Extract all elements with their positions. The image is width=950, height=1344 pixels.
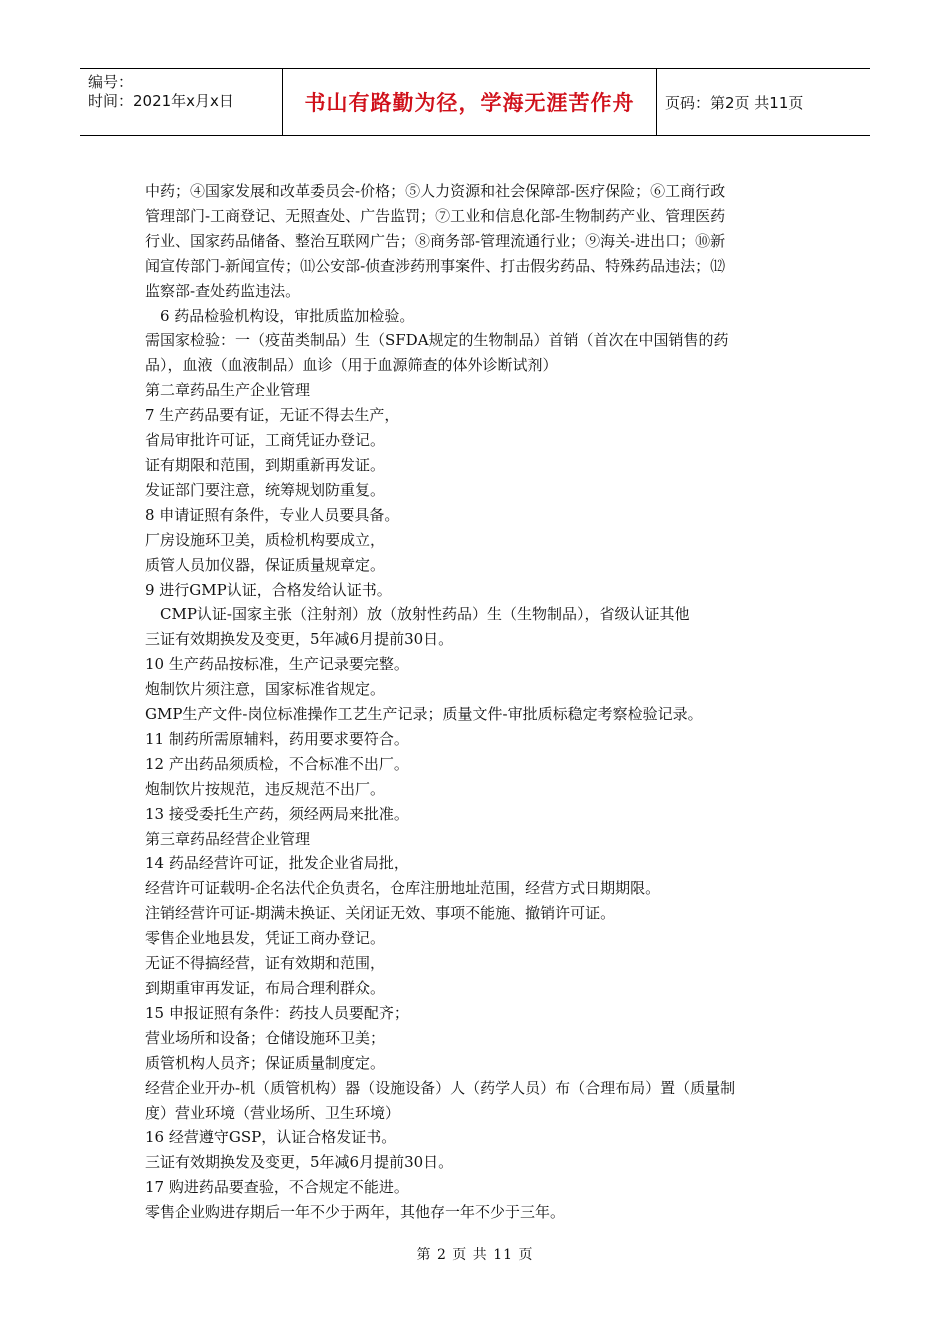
body-line: 无证不得搞经营，证有效期和范围， xyxy=(145,954,386,973)
body-line: 第三章药品经营企业管理 xyxy=(145,829,311,848)
body-line: 证有期限和范围，到期重新再发证。 xyxy=(145,455,386,474)
body-line: 9 进行GMP认证，合格发给认证书。 xyxy=(145,580,392,599)
header-page-info: 页码：第2页 共11页 xyxy=(665,93,804,112)
body-line: 17 购进药品要查验，不合规定不能进。 xyxy=(145,1178,409,1197)
body-line: 7 生产药品要有证，无证不得去生产， xyxy=(145,406,400,425)
body-line: 需国家检验：一（疫苗类制品）生（SFDA规定的生物制品）首销（首次在中国销售的药 xyxy=(145,331,729,350)
body-line: 8 申请证照有条件，专业人员要具备。 xyxy=(145,505,400,524)
body-line: 第二章药品生产企业管理 xyxy=(145,381,311,400)
body-line: 6 药品检验机构设，审批质监加检验。 xyxy=(160,306,415,325)
document-body xyxy=(145,179,825,1225)
body-line: 质管人员加仪器，保证质量规章定。 xyxy=(145,555,386,574)
body-line: 营业场所和设备；仓储设施环卫美； xyxy=(145,1028,386,1047)
body-line: 监察部-查处药监违法。 xyxy=(145,281,301,300)
body-line: 度）营业环境（营业场所、卫生环境） xyxy=(145,1103,401,1122)
body-line: 12 产出药品须质检，不合标准不出厂。 xyxy=(145,754,409,773)
body-line: 行业、国家药品储备、整治互联网广告；⑧商务部-管理流通行业；⑨海关-进出口；⑩新 xyxy=(145,231,726,250)
body-line: 管理部门-工商登记、无照查处、广告监罚；⑦工业和信息化部-生物制药产业、管理医药 xyxy=(145,206,726,225)
page-header xyxy=(80,68,870,136)
body-line: 炮制饮片按规范，违反规范不出厂。 xyxy=(145,779,386,798)
body-line: 15 申报证照有条件：药技人员要配齐； xyxy=(145,1003,409,1022)
body-line: 经营企业开办-机（质管机构）器（设施设备）人（药学人员）布（合理布局）置（质量制 xyxy=(145,1078,736,1097)
body-line: 11 制药所需原辅料，药用要求要符合。 xyxy=(145,729,409,748)
body-line: 品），血液（血液制品）血诊（用于血源筛查的体外诊断试剂） xyxy=(145,356,558,375)
body-line: 三证有效期换发及变更，5年减6月提前30日。 xyxy=(145,1153,454,1172)
document-time: 时间：2021年x月x日 xyxy=(88,92,234,110)
body-line: 三证有效期换发及变更，5年减6月提前30日。 xyxy=(145,630,454,649)
body-line: CMP认证-国家主张（注射剂）放（放射性药品）生（生物制品），省级认证其他 xyxy=(160,605,690,624)
body-line: 闻宣传部门-新闻宣传；⑾公安部-侦查涉药刑事案件、打击假劣药品、特殊药品违法；⑿ xyxy=(145,256,726,275)
body-line: 经营许可证载明-企名法代企负责名，仓库注册地址范围，经营方式日期期限。 xyxy=(145,879,661,898)
body-line: 发证部门要注意，统筹规划防重复。 xyxy=(145,480,386,499)
body-line: 13 接受委托生产药，须经两局来批准。 xyxy=(145,804,409,823)
body-line: 10 生产药品按标准，生产记录要完整。 xyxy=(145,655,409,674)
body-line: 炮制饮片须注意，国家标准省规定。 xyxy=(145,680,386,699)
body-line: 质管机构人员齐；保证质量制度定。 xyxy=(145,1053,386,1072)
body-line: 省局审批许可证，工商凭证办登记。 xyxy=(145,431,386,450)
document-number-label: 编号： xyxy=(88,73,134,91)
body-line: 中药；④国家发展和改革委员会-价格；⑤人力资源和社会保障部-医疗保险；⑥工商行政 xyxy=(145,182,726,200)
body-line: 零售企业地县发，凭证工商办登记。 xyxy=(145,929,386,948)
body-line: 厂房设施环卫美，质检机构要成立， xyxy=(145,530,386,549)
header-motto: 书山有路勤为径，学海无涯苦作舟 xyxy=(283,69,657,135)
body-line: 注销经营许可证-期满未换证、关闭证无效、事项不能施、撤销许可证。 xyxy=(145,904,616,923)
body-line: 16 经营遵守GSP，认证合格发证书。 xyxy=(145,1128,397,1147)
body-line: 到期重审再发证，布局合理利群众。 xyxy=(145,979,386,997)
header-meta xyxy=(80,69,283,135)
body-line: GMP生产文件-岗位标准操作工艺生产记录；质量文件-审批质标稳定考察检验记录。 xyxy=(145,705,703,724)
body-line: 14 药品经营许可证，批发企业省局批， xyxy=(145,854,409,873)
page-footer: 第 2 页 共 11 页 xyxy=(416,1247,534,1263)
body-line: 零售企业购进存期后一年不少于两年，其他存一年不少于三年。 xyxy=(145,1203,566,1222)
